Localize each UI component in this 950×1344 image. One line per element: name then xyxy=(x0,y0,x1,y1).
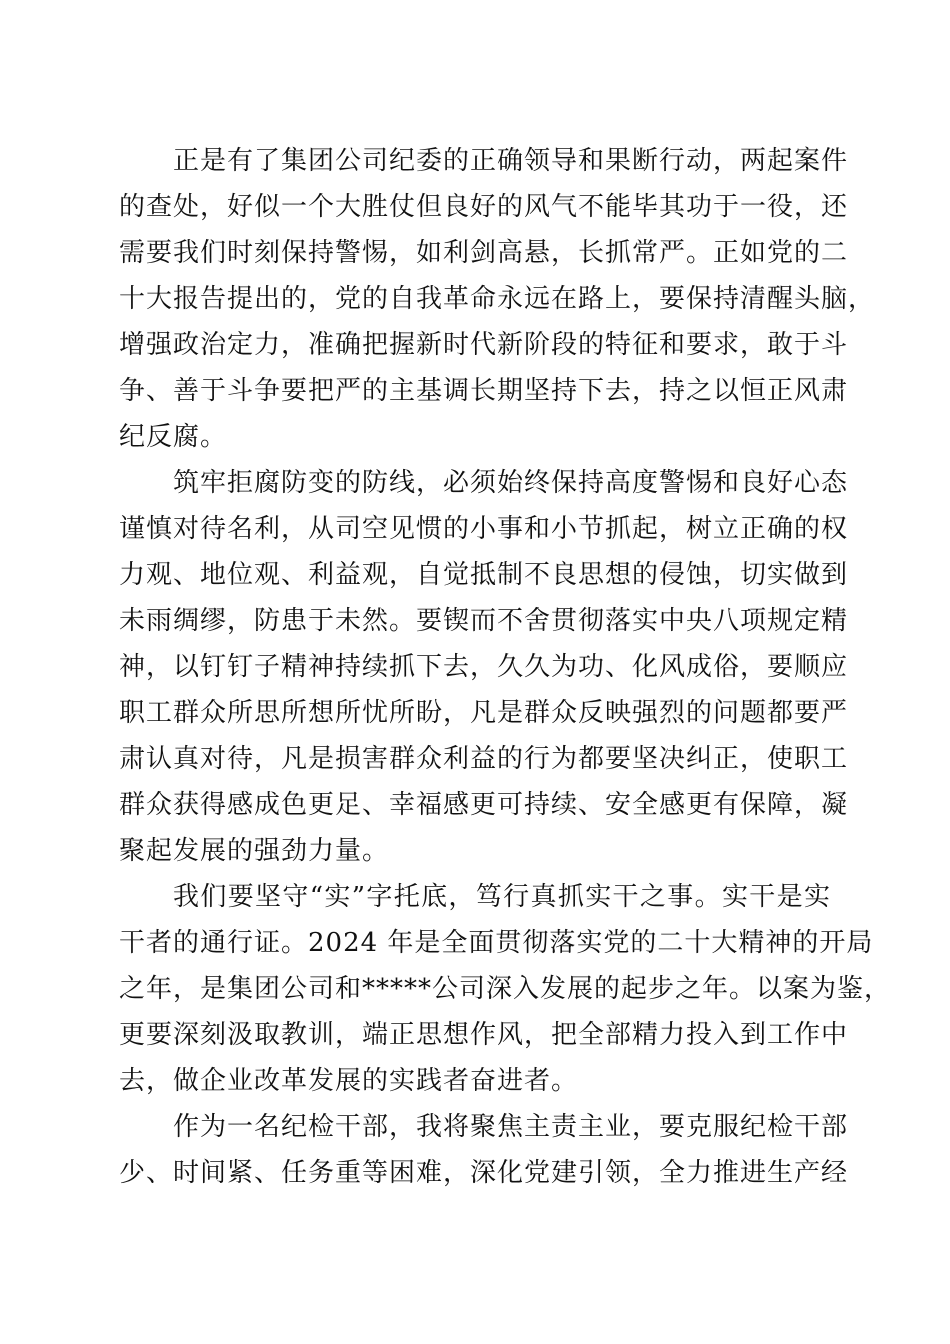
text-line: 我们要坚守“实”字托底，笃行真抓实干之事。实干是实 xyxy=(173,882,831,912)
text-line: 之年，是集团公司和*****公司深入发展的起步之年。以案为鉴， xyxy=(119,974,892,1004)
text-line: 神，以钉钉子精神持续抓下去，久久为功、化风成俗，要顺应 xyxy=(119,652,849,682)
text-line: 少、时间紧、任务重等困难，深化党建引领，全力推进生产经 xyxy=(119,1158,849,1188)
text-line: 筑牢拒腐防变的防线，必须始终保持高度警惕和良好心态 xyxy=(173,468,849,498)
text-line: 增强政治定力，准确把握新时代新阶段的特征和要求，敢于斗 xyxy=(119,330,849,360)
text-line: 正是有了集团公司纪委的正确领导和果断行动，两起案件 xyxy=(173,146,849,176)
text-line: 去，做企业改革发展的实践者奋进者。 xyxy=(119,1066,579,1096)
paragraph-1 xyxy=(119,138,876,460)
text-line: 群众获得感成色更足、幸福感更可持续、安全感更有保障，凝 xyxy=(119,790,849,820)
text-line: 十大报告提出的，党的自我革命永远在路上，要保持清醒头脑， xyxy=(119,284,876,314)
text-line: 作为一名纪检干部，我将聚焦主责主业，要克服纪检干部 xyxy=(173,1112,849,1142)
paragraph-3 xyxy=(119,874,892,1104)
text-line: 需要我们时刻保持警惕，如利剑高悬，长抓常严。正如党的二 xyxy=(119,238,849,268)
text-line: 的查处，好似一个大胜仗但良好的风气不能毕其功于一役，还 xyxy=(119,192,849,222)
text-line: 谨慎对待名利，从司空见惯的小事和小节抓起，树立正确的权 xyxy=(119,514,849,544)
text-line: 干者的通行证。2024 年是全面贯彻落实党的二十大精神的开局 xyxy=(119,928,874,958)
text-line: 更要深刻汲取教训，端正思想作风，把全部精力投入到工作中 xyxy=(119,1020,849,1050)
text-line: 纪反腐。 xyxy=(119,422,228,452)
text-line: 争、善于斗争要把严的主基调长期坚持下去，持之以恒正风肃 xyxy=(119,376,849,406)
paragraph-2 xyxy=(119,460,849,874)
text-line: 未雨绸缪，防患于未然。要锲而不舍贯彻落实中央八项规定精 xyxy=(119,606,849,636)
text-line: 力观、地位观、利益观，自觉抵制不良思想的侵蚀，切实做到 xyxy=(119,560,849,590)
text-line: 职工群众所思所想所忧所盼，凡是群众反映强烈的问题都要严 xyxy=(119,698,849,728)
text-line: 肃认真对待，凡是损害群众利益的行为都要坚决纠正，使职工 xyxy=(119,744,849,774)
document-body xyxy=(119,138,892,1196)
text-line: 聚起发展的强劲力量。 xyxy=(119,836,390,866)
paragraph-4 xyxy=(119,1104,849,1196)
